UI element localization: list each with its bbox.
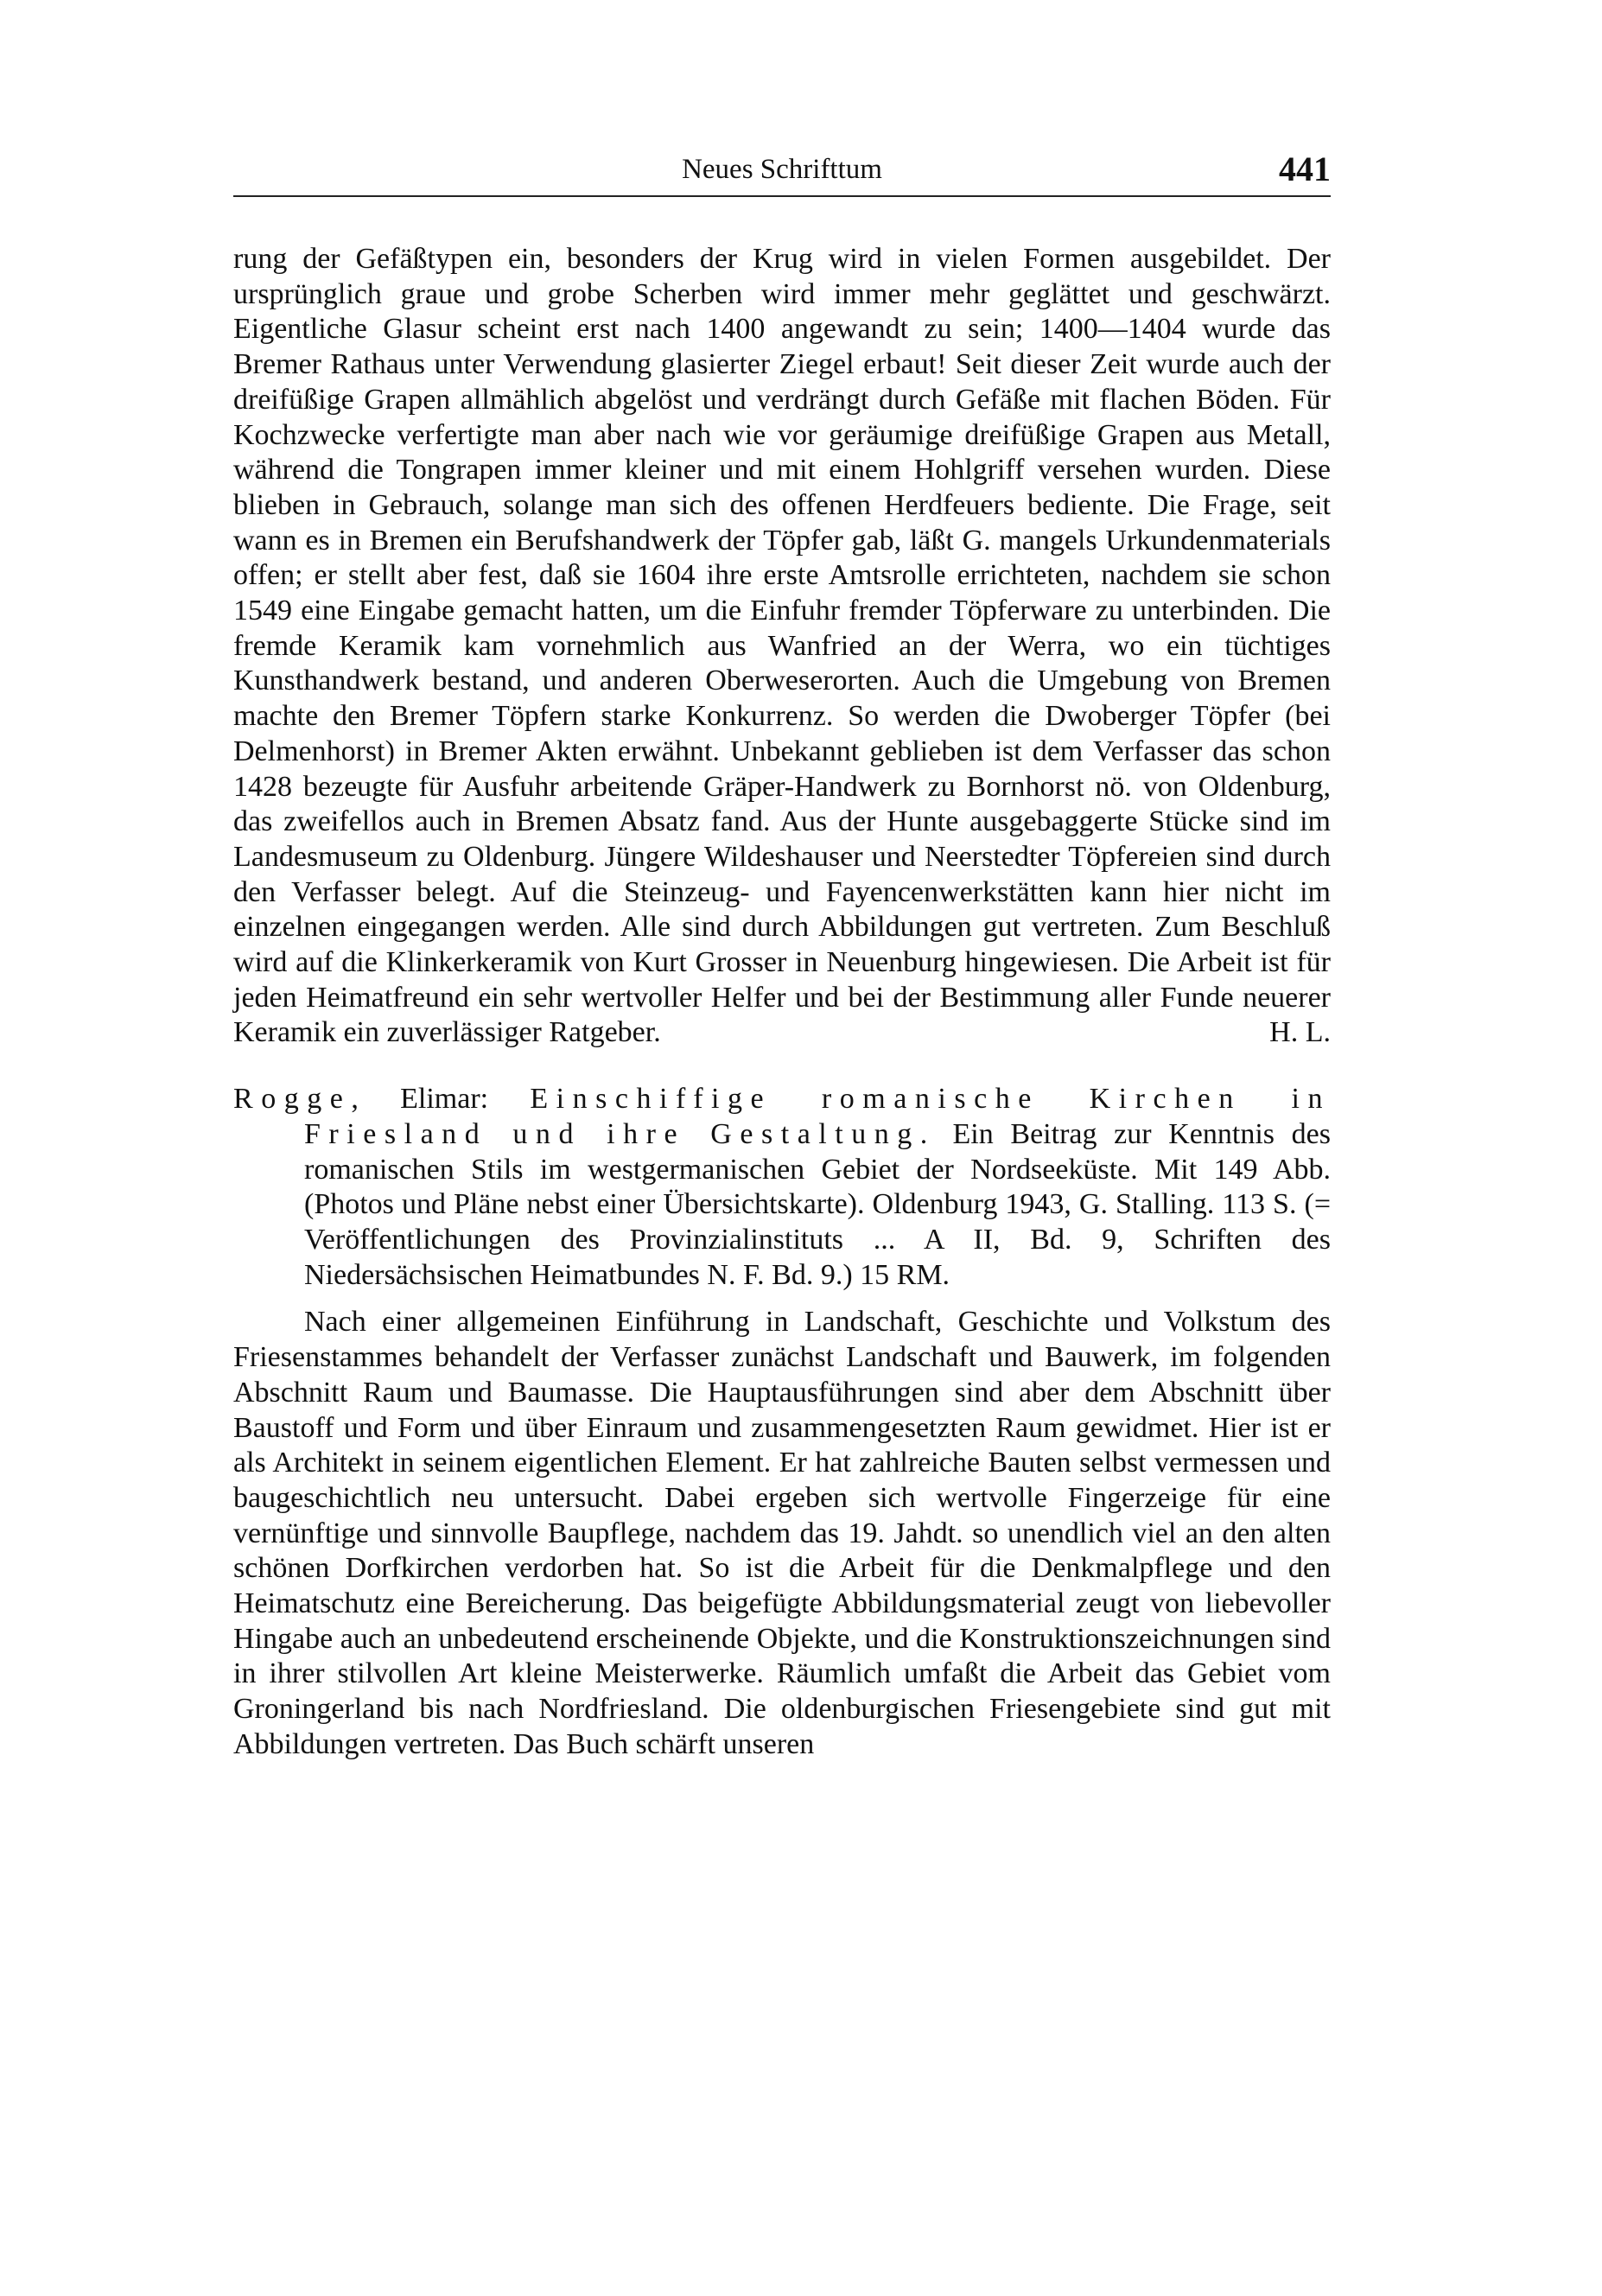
review-paragraph-rogge: Nach einer allgemeinen Einführung in Landschaft, Geschichte und Volkstum des Friesenstammes behandelt der Verfasser zunächst Landschaft und Bauwerk, im folgenden Abschnitt Raum und Baumasse. Die Hauptausführungen sind aber dem Abschnitt über Baustoff und Form und über Einraum und zusammengesetzten Raum gewidmet. Hier ist er als Architekt in seinem eigentlichen Element. Er hat zahlreiche Bauten selbst vermessen und baugeschichtlich neu untersucht. Dabei ergeben sich wertvolle Fingerzeige für eine vernünftige und sinnvolle Baupflege, nachdem das 19. Jahdt. so unendlich viel an den alten schönen Dorfkirchen verdorben hat. So ist die Arbeit für die Denkmalpflege und den Heimatschutz eine Bereicherung. Das beigefügte Abbildungsmaterial zeugt von liebevoller Hingabe auch an unbedeutend erscheinende Objekte, und die Konstruktionszeichnungen sind in ihrer stilvollen Art kleine Meisterwerke. Räumlich umfaßt die Arbeit das Gebiet vom Groningerland bis nach Nordfriesland. Die oldenburgischen Friesengebiete sind gut mit Abbildungen vertreten. Das Buch schärft unseren: [233, 1306, 1331, 1760]
review-grapen: [233, 242, 1331, 1051]
book-title: Einschiffige romanische Kirchen in Friesland und ihre Gestaltung.: [304, 1083, 1331, 1150]
book-details: Ein Beitrag zur Kenntnis des romanischen Stils im westgermanischen Gebiet der Nordseeküste. Mit 149 Abb. (Photos und Pläne nebst einer Übersichtskarte). Oldenburg 1943, G. Stalling. 113 S. (= Veröffentlichungen des Provinzialinstituts ... A II, Bd. 9, Schriften des Niedersächsischen Heimatbundes N. F. Bd. 9.) 15 RM.: [304, 1117, 1332, 1291]
bibliography-citation: [233, 1082, 1331, 1293]
author-surname: Rogge: [233, 1083, 352, 1116]
body-text: [233, 242, 1331, 1763]
page-header: [233, 145, 1331, 197]
reviewer-signature: H. L.: [1269, 1016, 1331, 1049]
bibliography-entry: [233, 1082, 1331, 1762]
author-given-name: , Elimar:: [351, 1083, 489, 1116]
page-number: 441: [1279, 149, 1331, 188]
header-rule: [233, 195, 1331, 197]
running-title: Neues Schrifttum: [682, 154, 882, 185]
review-paragraph: [233, 242, 1331, 1051]
review-text: rung der Gefäßtypen ein, besonders der Krug wird in vielen Formen ausgebildet. Der ursprünglich graue und grobe Scherben wird immer mehr geglättet und geschwärzt. Eigentliche Glasur scheint erst nach 1400 angewandt zu sein; 1400—1404 wurde das Bremer Rathaus unter Verwendung glasierter Ziegel erbaut! Seit dieser Zeit wurde auch der dreifüßige Grapen allmählich abgelöst und verdrängt durch Gefäße mit flachen Böden. Für Kochzwecke verfertigte man aber nach wie vor geräumige dreifüßige Grapen aus Metall, während die Tongrapen immer kleiner und mit einem Hohlgriff versehen wurden. Diese blieben in Gebrauch, solange man sich des offenen Herdfeuers bediente. Die Frage, seit wann es in Bremen ein Berufshandwerk der Töpfer gab, läßt G. mangels Urkundenmaterials offen; er stellt aber fest, daß sie 1604 ihre erste Amtsrolle errichteten, nachdem sie schon 1549 eine Eingabe gemacht hatten, um die Einfuhr fremder Töpferware zu unterbinden. Die fremde Keramik kam vornehmlich aus Wanfried an der Werra, wo ein tüchtiges Kunsthandwerk bestand, und anderen Oberweserorten. Auch die Umgebung von Bremen machte den Bremer Töpfern starke Konkurrenz. So werden die Dwoberger Töpfer (bei Delmenhorst) in Bremer Akten erwähnt. Unbekannt geblieben ist dem Verfasser das schon 1428 bezeugte für Ausfuhr arbeitende Gräper-Handwerk zu Bornhorst nö. von Oldenburg, das zweifellos auch in Bremen Absatz fand. Aus der Hunte ausgebaggerte Stücke sind im Landesmuseum zu Oldenburg. Jüngere Wildeshauser und Neerstedter Töpfereien sind durch den Verfasser belegt. Auf die Steinzeug- und Fayencenwerkstätten kann hier nicht im einzelnen eingegangen werden. Alle sind durch Abbildungen gut vertreten. Zum Beschluß wird auf die Klinkerkeramik von Kurt Grosser in Neuenburg hingewiesen. Die Arbeit ist für jeden Heimatfreund ein sehr wertvoller Helfer und bei der Bestimmung aller Funde neuerer Keramik ein zuverlässiger Ratgeber.: [233, 243, 1331, 1049]
